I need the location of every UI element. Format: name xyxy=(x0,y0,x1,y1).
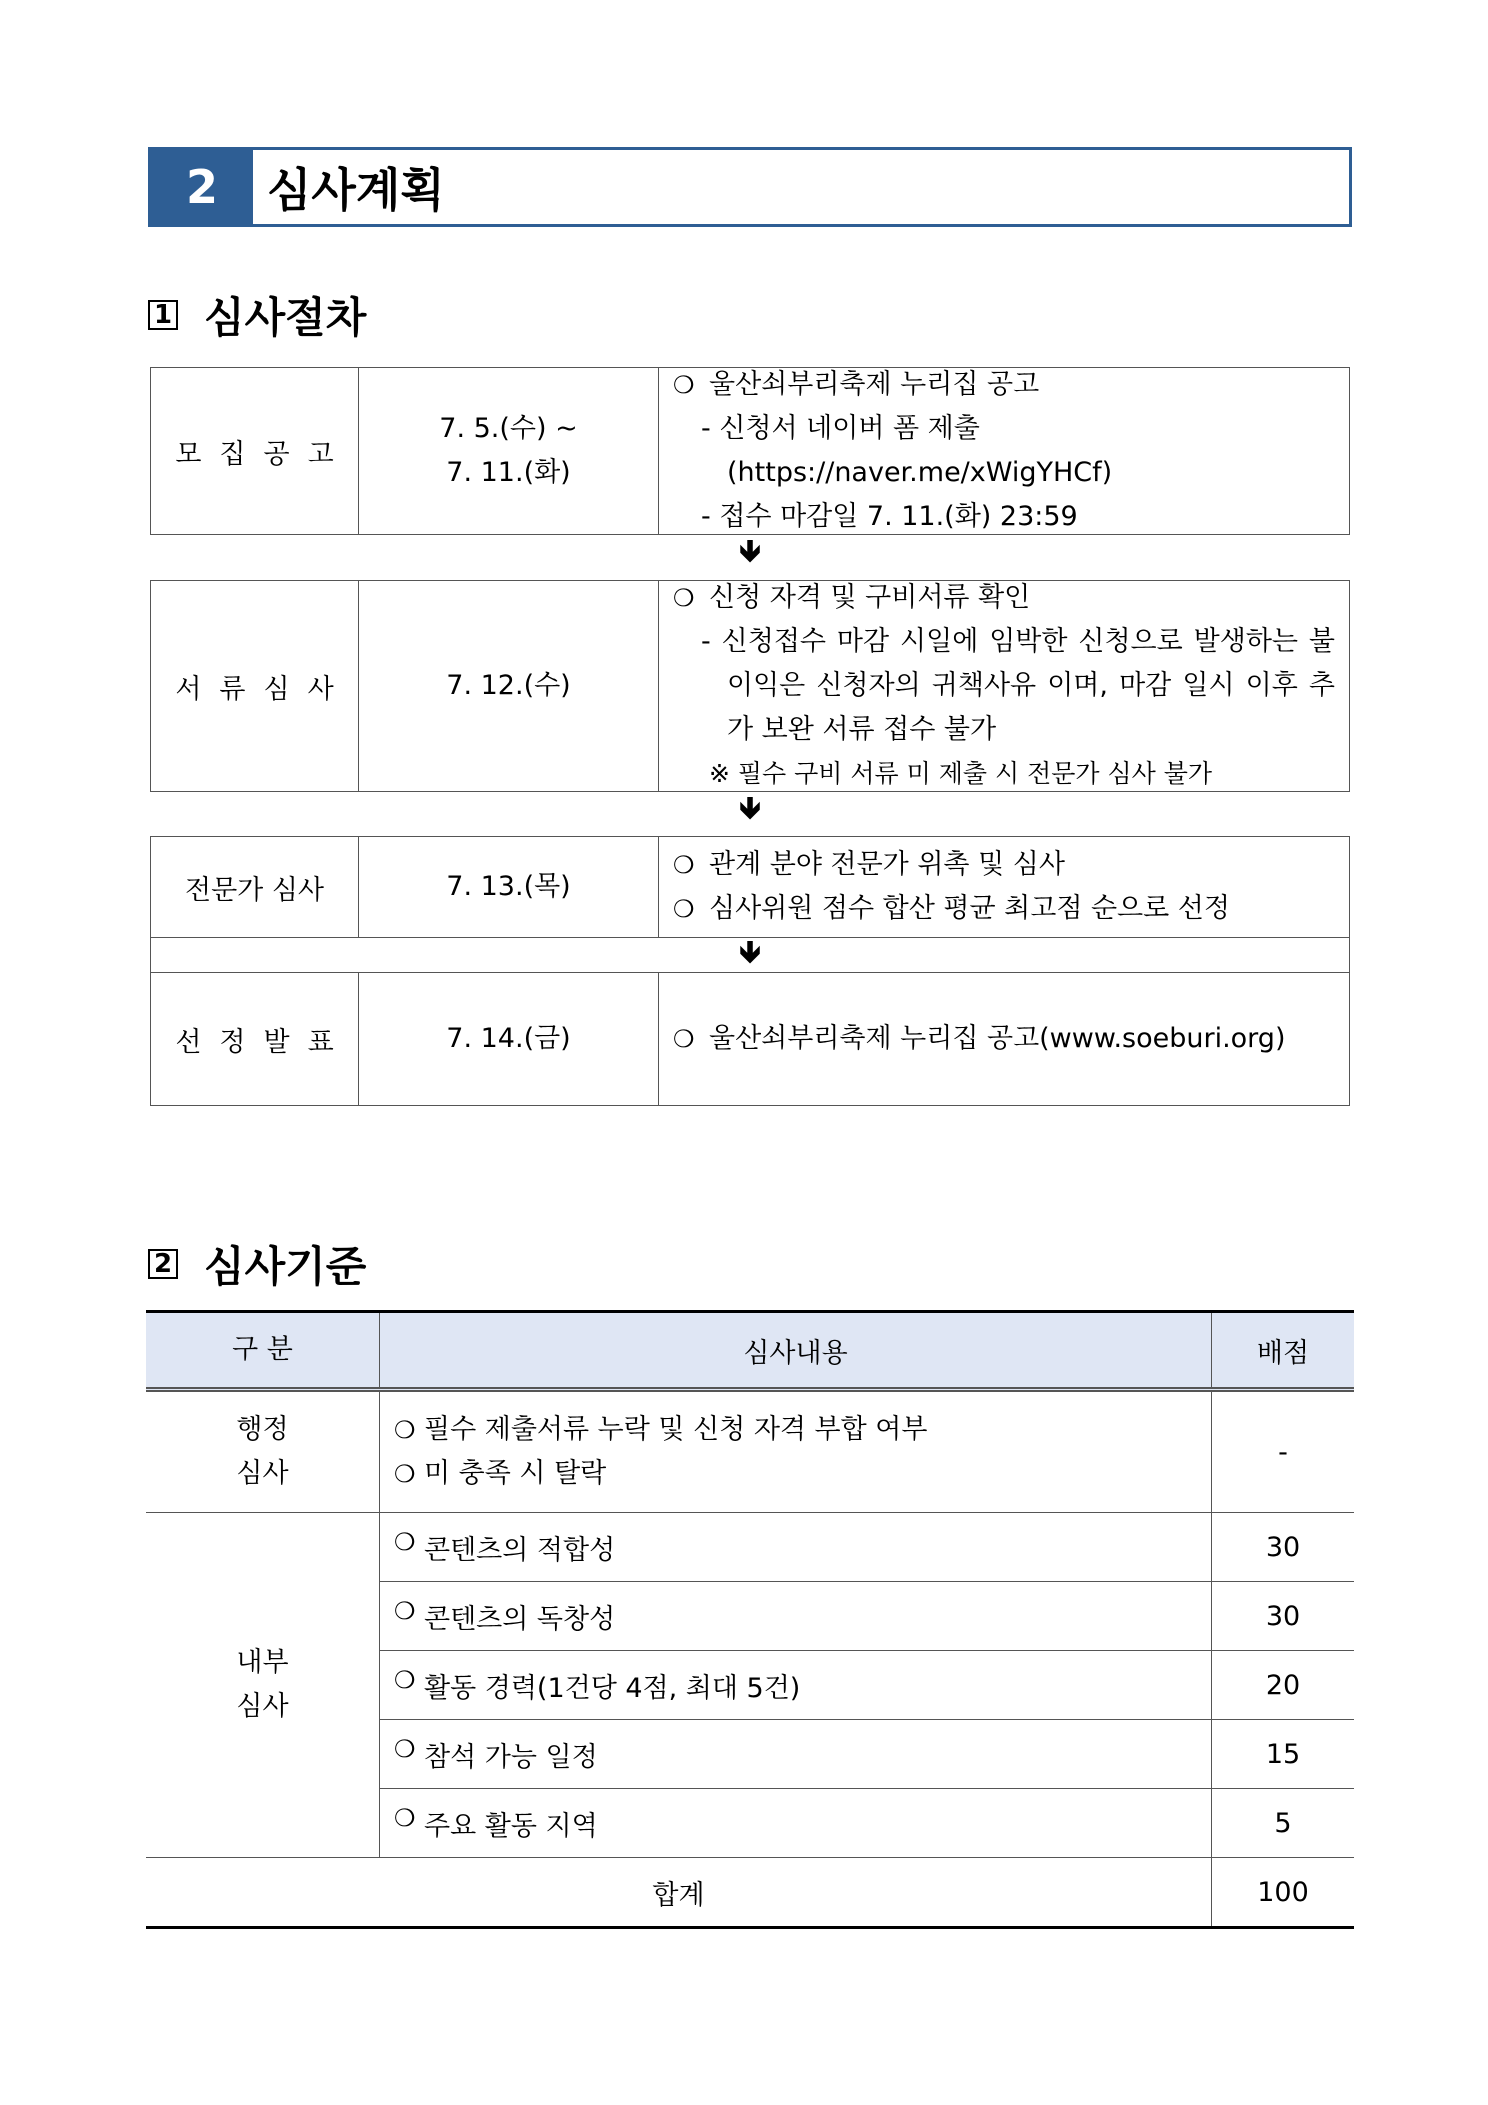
bullet-icon: ❍ xyxy=(673,371,695,399)
criteria-score: 30 xyxy=(1212,1582,1355,1651)
bullet-icon: ❍ xyxy=(673,584,695,612)
category-internal: 내부 심사 xyxy=(146,1513,380,1858)
step-bullet: 관계 분야 전문가 위촉 및 심사 xyxy=(709,849,1065,880)
step-date: 7. 12.(수) xyxy=(446,670,571,701)
procedure-title: 심사절차 xyxy=(204,293,367,342)
bullet-icon: ❍ xyxy=(394,1596,416,1625)
step-stage: 선정발표 xyxy=(175,1026,352,1058)
bullet-icon: ❍ xyxy=(394,1803,416,1832)
criteria-item: 활동 경력(1건당 4점, 최대 5건) xyxy=(424,1672,801,1704)
table-row xyxy=(146,1390,1354,1513)
step-announcement xyxy=(150,972,1350,1106)
step-bullet: 신청 자격 및 구비서류 확인 xyxy=(709,582,1031,613)
section-title: 심사계획 xyxy=(267,163,445,217)
bullet-icon: ❍ xyxy=(394,1416,416,1444)
table-row xyxy=(146,1513,1354,1582)
section-number: 2 xyxy=(151,150,253,224)
bullet-icon: ❍ xyxy=(394,1460,416,1488)
criteria-title: 심사기준 xyxy=(204,1242,367,1291)
criteria-item: 필수 제출서류 누락 및 신청 자격 부합 여부 xyxy=(424,1414,928,1445)
step-bullet: 울산쇠부리축제 누리집 공고 xyxy=(709,369,1040,400)
criteria-heading xyxy=(148,1236,366,1292)
criteria-score: - xyxy=(1212,1390,1355,1513)
procedure-number: 1 xyxy=(148,300,178,330)
step-recruit xyxy=(150,367,1350,535)
step-expert-review xyxy=(150,836,1350,938)
header-content: 심사내용 xyxy=(380,1312,1212,1390)
bullet-icon: ❍ xyxy=(673,1025,695,1053)
step-detail: - 신청서 네이버 폼 제출 xyxy=(701,413,980,444)
total-score: 100 xyxy=(1212,1858,1355,1928)
arrow-down-icon: 🡻 xyxy=(739,934,761,970)
criteria-item: 참석 가능 일정 xyxy=(424,1741,598,1773)
criteria-item: 주요 활동 지역 xyxy=(424,1810,598,1842)
criteria-score: 30 xyxy=(1212,1513,1355,1582)
category-admin: 행정 심사 xyxy=(146,1390,380,1513)
procedure-heading xyxy=(148,287,366,343)
step-stage: 전문가 심사 xyxy=(185,874,324,906)
bullet-icon: ❍ xyxy=(394,1734,416,1763)
criteria-score: 15 xyxy=(1212,1720,1355,1789)
criteria-score: 20 xyxy=(1212,1651,1355,1720)
section-header xyxy=(148,147,1352,227)
criteria-item: 콘텐츠의 독창성 xyxy=(424,1603,616,1635)
header-category: 구 분 xyxy=(146,1312,380,1390)
header-score: 배점 xyxy=(1212,1312,1355,1390)
step-document-review xyxy=(150,580,1350,792)
step-stage: 모집공고 xyxy=(175,438,352,470)
step-detail: - 신청접수 마감 시일에 임박한 신청으로 발생하는 불이익은 신청자의 귀책사유 이며, 마감 일시 이후 추가 보완 서류 접수 불가 xyxy=(701,626,1335,745)
step-stage: 서류심사 xyxy=(175,673,352,705)
criteria-number: 2 xyxy=(148,1249,178,1279)
arrow-down-icon: 🡻 xyxy=(739,790,761,826)
step-bullet: 심사위원 점수 합산 평균 최고점 순으로 선정 xyxy=(709,893,1230,924)
total-row xyxy=(146,1858,1354,1928)
criteria-item: 콘텐츠의 적합성 xyxy=(424,1534,616,1566)
bullet-icon: ❍ xyxy=(673,851,695,879)
bullet-icon: ❍ xyxy=(394,1665,416,1694)
step-detail: - 접수 마감일 7. 11.(화) 23:59 xyxy=(701,501,1078,532)
step-date: 7. 11.(화) xyxy=(446,457,571,488)
criteria-table xyxy=(146,1310,1354,1929)
bullet-icon: ❍ xyxy=(673,895,695,923)
criteria-item: 미 충족 시 탈락 xyxy=(424,1458,607,1489)
step-date: 7. 13.(목) xyxy=(446,871,571,902)
bullet-icon: ❍ xyxy=(394,1527,416,1556)
step-date: 7. 14.(금) xyxy=(446,1023,571,1054)
criteria-score: 5 xyxy=(1212,1789,1355,1858)
step-date: 7. 5.(수) ~ xyxy=(439,413,578,444)
total-label: 합계 xyxy=(146,1858,1212,1928)
step-link[interactable]: (https://naver.me/xWigYHCf) xyxy=(727,457,1113,488)
step-note: ※ 필수 구비 서류 미 제출 시 전문가 심사 불가 xyxy=(709,759,1213,788)
arrow-down-icon: 🡻 xyxy=(739,533,761,569)
step-bullet: 울산쇠부리축제 누리집 공고(www.soeburi.org) xyxy=(709,1023,1286,1054)
